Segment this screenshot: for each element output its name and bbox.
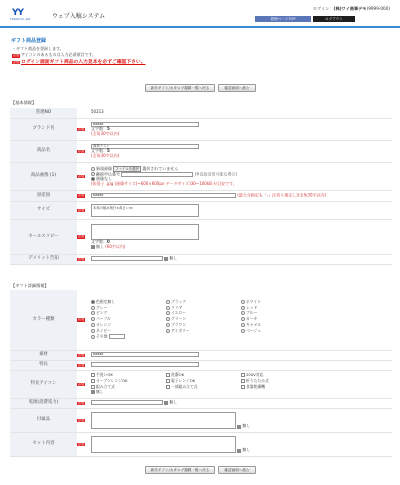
label-accessory: 付属品: [10, 408, 77, 432]
continue-note: (※直接活用可能な場合): [194, 171, 238, 177]
icon-checkbox[interactable]: [166, 385, 170, 389]
color-radio[interactable]: [166, 311, 170, 315]
color-label: ベージュ: [246, 327, 262, 333]
row-set-contents: [10, 432, 392, 456]
brand-input[interactable]: aaaaa: [91, 122, 199, 127]
logo-subtext: T.PACK Co.,Ltd.: [10, 17, 32, 21]
accessory-none-checkbox[interactable]: [237, 425, 241, 429]
icon-option-label: 一部組み立て式: [171, 383, 198, 389]
size-textarea[interactable]: 本体の幅×奥行×高さｃｍ: [91, 204, 199, 217]
color-label: ネイビー: [96, 327, 111, 333]
continue-number-input[interactable]: [121, 172, 193, 177]
label-color: カラー種類: [10, 290, 77, 350]
confirm-button[interactable]: 確認画面へ進む: [218, 84, 256, 92]
mgmt-no-value: 50213: [91, 109, 104, 115]
icon-checkbox[interactable]: [91, 379, 95, 383]
color-option[interactable]: [91, 334, 166, 339]
color-radio[interactable]: [91, 335, 95, 339]
icon-checkbox[interactable]: [241, 379, 245, 383]
copy-none-label: 無し: [96, 243, 104, 249]
color-label: その他: [96, 333, 108, 339]
row-feature-icons: [10, 370, 392, 398]
color-label: ブラック: [171, 299, 187, 305]
color-label: アイボリー: [171, 327, 190, 333]
icon-option-label: 無し: [96, 389, 104, 395]
color-label: ブルー: [246, 310, 258, 316]
accessory-textarea[interactable]: [91, 412, 236, 429]
row-mgmt-no: [10, 108, 392, 118]
color-option[interactable]: [166, 329, 241, 334]
icon-option-label: 組み立て式: [96, 383, 115, 389]
label-product-name: 商品名: [10, 140, 77, 162]
label-material: 素材: [10, 350, 77, 360]
admin-top-button[interactable]: 管理ページTOP: [255, 16, 311, 22]
row-size: [10, 201, 392, 219]
logo-mark: YY: [12, 8, 24, 18]
sales-copy-textarea[interactable]: [91, 224, 199, 240]
icon-option-label: 200V対応: [246, 372, 264, 378]
bottom-button-row: [0, 466, 400, 476]
color-label: クリア: [171, 304, 183, 310]
icon-checkbox[interactable]: [241, 385, 245, 389]
color-label: カーキ: [246, 316, 258, 322]
row-product-name: [10, 140, 392, 162]
required-badge: 必須: [78, 173, 85, 178]
color-option[interactable]: [241, 329, 316, 334]
file-status: 選択されていません: [142, 165, 179, 171]
top-button-row: [0, 84, 400, 94]
color-label: ホワイト: [246, 299, 262, 305]
required-badge: 必須: [78, 234, 85, 239]
label-mgmt-no: 管理NO: [10, 108, 77, 118]
color-radio[interactable]: [166, 300, 170, 304]
color-radio[interactable]: [91, 329, 95, 333]
feature-input[interactable]: [91, 362, 199, 367]
label-set-contents: セット内容: [10, 432, 77, 456]
image-continue-radio[interactable]: [91, 172, 95, 176]
note-register: ・ギフト商品を登録します。: [12, 46, 64, 51]
icon-option-label: オーブンレンジOK: [96, 377, 128, 383]
row-color: [10, 290, 392, 350]
system-title: ウェブ入稿システム: [52, 13, 106, 20]
required-badge: 必須: [78, 207, 85, 212]
gift-detail-heading: 【ギフト詳細情報】: [11, 283, 49, 288]
set-none-label: 無し: [242, 446, 251, 452]
image-new-radio[interactable]: [91, 167, 95, 171]
origin-input[interactable]: aaaaa: [91, 193, 236, 198]
image-continue-label: 継続申込番号: [96, 171, 120, 177]
row-feature: [10, 360, 392, 370]
material-input[interactable]: aaaaa: [91, 352, 199, 357]
label-product-image: 商品画像 (1): [10, 162, 77, 190]
icon-checkbox[interactable]: [241, 373, 245, 377]
color-radio[interactable]: [91, 317, 95, 321]
image-note: (拡張子 .jpg (画像サイズ)~600×600px データサイズ)30~100kB が目安です。: [91, 180, 237, 186]
required-badge: 必須: [13, 53, 20, 58]
label-power: 電源(消費電力): [10, 398, 77, 408]
color-radio[interactable]: [241, 323, 245, 327]
color-radio[interactable]: [241, 317, 245, 321]
label-demerit: デメリット告知: [10, 254, 77, 264]
row-origin: [10, 190, 392, 201]
required-badge: 必須: [78, 317, 85, 322]
icon-none-checkbox[interactable]: [91, 390, 95, 394]
row-power: [10, 398, 392, 408]
note-sample: [12, 60, 146, 66]
gift-detail-table: [10, 290, 392, 457]
header-divider: [0, 26, 400, 28]
row-sales-copy: [10, 219, 392, 254]
color-label: レッド: [246, 304, 258, 310]
power-input[interactable]: [91, 400, 163, 405]
color-radio[interactable]: [241, 306, 245, 310]
color-radio[interactable]: [241, 311, 245, 315]
row-material: [10, 350, 392, 360]
color-radio[interactable]: [91, 311, 95, 315]
required-badge: 必須: [78, 362, 85, 367]
color-label: ブラウン: [171, 321, 187, 327]
brand-count-label: 文字数：: [91, 125, 107, 131]
row-brand: [10, 118, 392, 140]
color-radio[interactable]: [91, 300, 95, 304]
color-label: キャメル: [246, 321, 262, 327]
color-other-input[interactable]: [109, 334, 125, 339]
confirm-button-bottom[interactable]: 確認画面へ進む: [218, 466, 256, 474]
demerit-input[interactable]: [91, 256, 163, 261]
product-count-label: 文字数：: [91, 147, 107, 153]
icon-option-label: 洗濯OK: [171, 372, 185, 378]
icon-options: [91, 373, 390, 395]
icon-checkbox[interactable]: [91, 385, 95, 389]
required-badge: 必須: [78, 381, 85, 386]
required-badge: 必須: [78, 352, 85, 357]
color-radio[interactable]: [91, 323, 95, 327]
icon-option-label: 食器乾燥機: [246, 383, 265, 389]
color-radio[interactable]: [241, 329, 245, 333]
required-badge: 必須: [78, 441, 85, 446]
row-accessory: [10, 408, 392, 432]
icon-checkbox[interactable]: [166, 373, 170, 377]
logout-button[interactable]: ログアウト: [313, 16, 355, 22]
brand-limit: (全角30字以内): [91, 130, 120, 136]
label-feature: 特長: [10, 360, 77, 370]
note-required-text: アイコンのあるものは入力必須項目です。: [21, 52, 97, 58]
color-option[interactable]: [91, 329, 166, 334]
color-label: グリーン: [171, 316, 187, 322]
power-none-label: 無し: [169, 399, 178, 405]
icon-option[interactable]: [166, 385, 241, 390]
back-to-list-button-bottom[interactable]: 新作ギフト/カタログ掲載一覧へ戻る: [145, 466, 215, 474]
required-badge: 必須: [78, 400, 85, 405]
copy-none-checkbox[interactable]: [91, 245, 95, 249]
required-badge: 必須: [78, 193, 85, 198]
required-badge: 必須: [78, 126, 85, 131]
color-radio[interactable]: [166, 317, 170, 321]
required-badge: 必須: [78, 256, 85, 261]
copy-count: 0: [107, 238, 110, 244]
icon-option-label: 手洗いOK: [96, 372, 113, 378]
label-size: サイズ: [10, 201, 77, 219]
company-logo[interactable]: [10, 8, 44, 22]
label-feature-icons: 特長アイコン: [10, 370, 77, 398]
color-options: [91, 300, 390, 339]
sample-link[interactable]: ログイン画面ギフト商品の入力見本を必ずご確認下さい。: [21, 59, 146, 65]
color-label: オレンジ: [96, 321, 111, 327]
required-badge: 必須: [78, 417, 85, 422]
login-prefix: ログイン：: [312, 6, 334, 11]
product-name-input[interactable]: 演奏テスト: [91, 144, 199, 149]
color-radio[interactable]: [241, 300, 245, 304]
color-radio[interactable]: [166, 329, 170, 333]
demerit-none-label: 無し: [169, 255, 178, 261]
product-limit: (全角30字以内): [91, 152, 120, 158]
color-radio[interactable]: [91, 306, 95, 310]
icon-checkbox[interactable]: [166, 379, 170, 383]
color-label: イエロー: [171, 310, 187, 316]
row-demerit: [10, 254, 392, 264]
copy-limit: (60字以内): [105, 243, 126, 249]
power-none-checkbox[interactable]: [164, 401, 168, 405]
label-sales-copy: セールスコピー: [10, 219, 77, 254]
header: [0, 0, 400, 22]
row-product-image: [10, 162, 392, 190]
instructions: [12, 47, 146, 67]
login-info: [313, 6, 390, 11]
back-to-list-button[interactable]: 新作ギフト/カタログ掲載一覧へ戻る: [145, 84, 215, 92]
label-origin: 原産国: [10, 190, 77, 201]
color-label: 色指定無し: [96, 299, 115, 305]
icon-checkbox[interactable]: [91, 373, 95, 377]
required-badge: 必須: [13, 59, 20, 64]
demerit-none-checkbox[interactable]: [164, 257, 168, 261]
copy-count-label: 文字数：: [91, 238, 107, 244]
accessory-none-label: 無し: [242, 422, 251, 428]
basic-info-heading: 【基本情報】: [11, 100, 37, 105]
login-company: (株)ワイ商事デモ: [333, 6, 367, 11]
set-none-checkbox[interactable]: [237, 449, 241, 453]
product-count: 5: [107, 147, 110, 153]
icon-option[interactable]: [241, 385, 316, 390]
file-select-button[interactable]: ファイルを選択: [115, 166, 139, 171]
label-brand: ブランド名: [10, 118, 77, 140]
required-badge: 必須: [78, 148, 85, 153]
login-id: (9999-000): [366, 6, 390, 11]
color-radio[interactable]: [166, 306, 170, 310]
color-label: グレー: [96, 304, 108, 310]
brand-count: 5: [107, 125, 110, 131]
icon-option-label: 電子レンジOK: [171, 377, 196, 383]
note-required: [12, 53, 146, 58]
image-new-label: 新規画像: [96, 165, 112, 171]
origin-note: (最大分指定も「-」区切り指定し)(全角30字以内): [237, 192, 327, 198]
color-radio[interactable]: [166, 323, 170, 327]
basic-info-table: [10, 108, 392, 265]
icon-option[interactable]: [91, 390, 166, 395]
icon-option-label: 折りたたみ式: [246, 377, 269, 383]
page-title: ギフト商品登録: [11, 38, 47, 44]
color-label: ピンク: [96, 310, 108, 316]
image-none-label: 画像なし: [96, 175, 112, 181]
color-label: パープル: [96, 316, 111, 322]
set-contents-textarea[interactable]: [91, 436, 236, 453]
